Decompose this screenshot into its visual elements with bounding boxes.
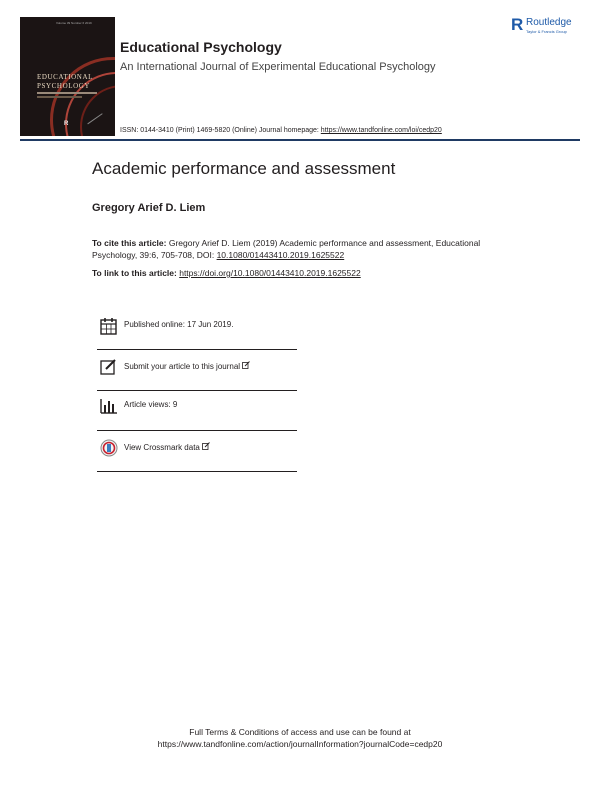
cover-publisher-mark: R bbox=[64, 121, 69, 127]
crossmark-icon bbox=[99, 438, 119, 458]
submit-article-text: Submit your article to this journal bbox=[124, 362, 241, 371]
link-label: To link to this article: bbox=[92, 268, 180, 278]
publisher-name: Routledge bbox=[526, 17, 572, 28]
cover-top-text: Volume 39 Number 6 2019 bbox=[56, 21, 92, 25]
calendar-icon bbox=[99, 316, 119, 336]
crossmark-link[interactable] bbox=[124, 442, 210, 452]
submit-article-row[interactable] bbox=[97, 357, 297, 397]
publisher-logo[interactable] bbox=[511, 16, 586, 38]
article-doi-link[interactable]: https://doi.org/10.1080/01443410.2019.1625522 bbox=[179, 268, 361, 278]
citation bbox=[92, 237, 512, 261]
journal-cover bbox=[20, 17, 115, 136]
citation-doi-link[interactable]: 10.1080/01443410.2019.1625522 bbox=[216, 250, 345, 260]
article-author: Gregory Arief D. Liem bbox=[92, 202, 206, 214]
header-divider bbox=[20, 139, 580, 141]
publisher-tagline: Taylor & Francis Group bbox=[526, 29, 567, 34]
cover-title-line2: PSYCHOLOGY bbox=[37, 82, 91, 90]
article-title: Academic performance and assessment bbox=[92, 159, 396, 178]
info-divider bbox=[97, 430, 297, 431]
journal-homepage-link[interactable]: https://www.tandfonline.com/loi/cedp20 bbox=[320, 127, 442, 134]
issn-text: ISSN: 0144-3410 (Print) 1469-5820 (Online) Journal homepage: bbox=[120, 127, 321, 134]
external-link-icon bbox=[242, 362, 250, 371]
edit-icon bbox=[99, 357, 119, 377]
published-online-text: Published online: 17 Jun 2019. bbox=[124, 320, 234, 329]
info-divider bbox=[97, 390, 297, 391]
info-divider bbox=[97, 471, 297, 472]
citation-text: Gregory Arief D. Liem (2019) Academic performance and assessment, Educational Psychology, 39:6, 705-708, DOI: bbox=[92, 238, 481, 260]
cover-subtitle-bar bbox=[37, 92, 97, 94]
citation-label: To cite this article: bbox=[92, 238, 167, 248]
terms-link[interactable]: https://www.tandfonline.com/action/journalInformation?journalCode=cedp20 bbox=[157, 739, 443, 749]
article-views-text: Article views: 9 bbox=[124, 400, 178, 409]
info-divider bbox=[97, 349, 297, 350]
article-link-line bbox=[92, 268, 361, 278]
issn-line bbox=[120, 127, 442, 134]
journal-title: Educational Psychology bbox=[120, 39, 282, 55]
published-online-row bbox=[97, 316, 297, 356]
submit-article-link[interactable] bbox=[124, 361, 250, 371]
crossmark-row[interactable] bbox=[97, 438, 297, 478]
crossmark-text: View Crossmark data bbox=[124, 443, 200, 452]
routledge-icon: R bbox=[511, 15, 524, 34]
cover-title-line1: EDUCATIONAL bbox=[37, 73, 93, 81]
bar-chart-icon bbox=[99, 396, 119, 416]
terms-notice: Full Terms & Conditions of access and use can be found at bbox=[189, 727, 411, 737]
journal-subtitle: An International Journal of Experimental Educational Psychology bbox=[120, 61, 436, 73]
external-link-icon bbox=[202, 443, 210, 452]
cover-subtitle-bar bbox=[37, 96, 82, 98]
